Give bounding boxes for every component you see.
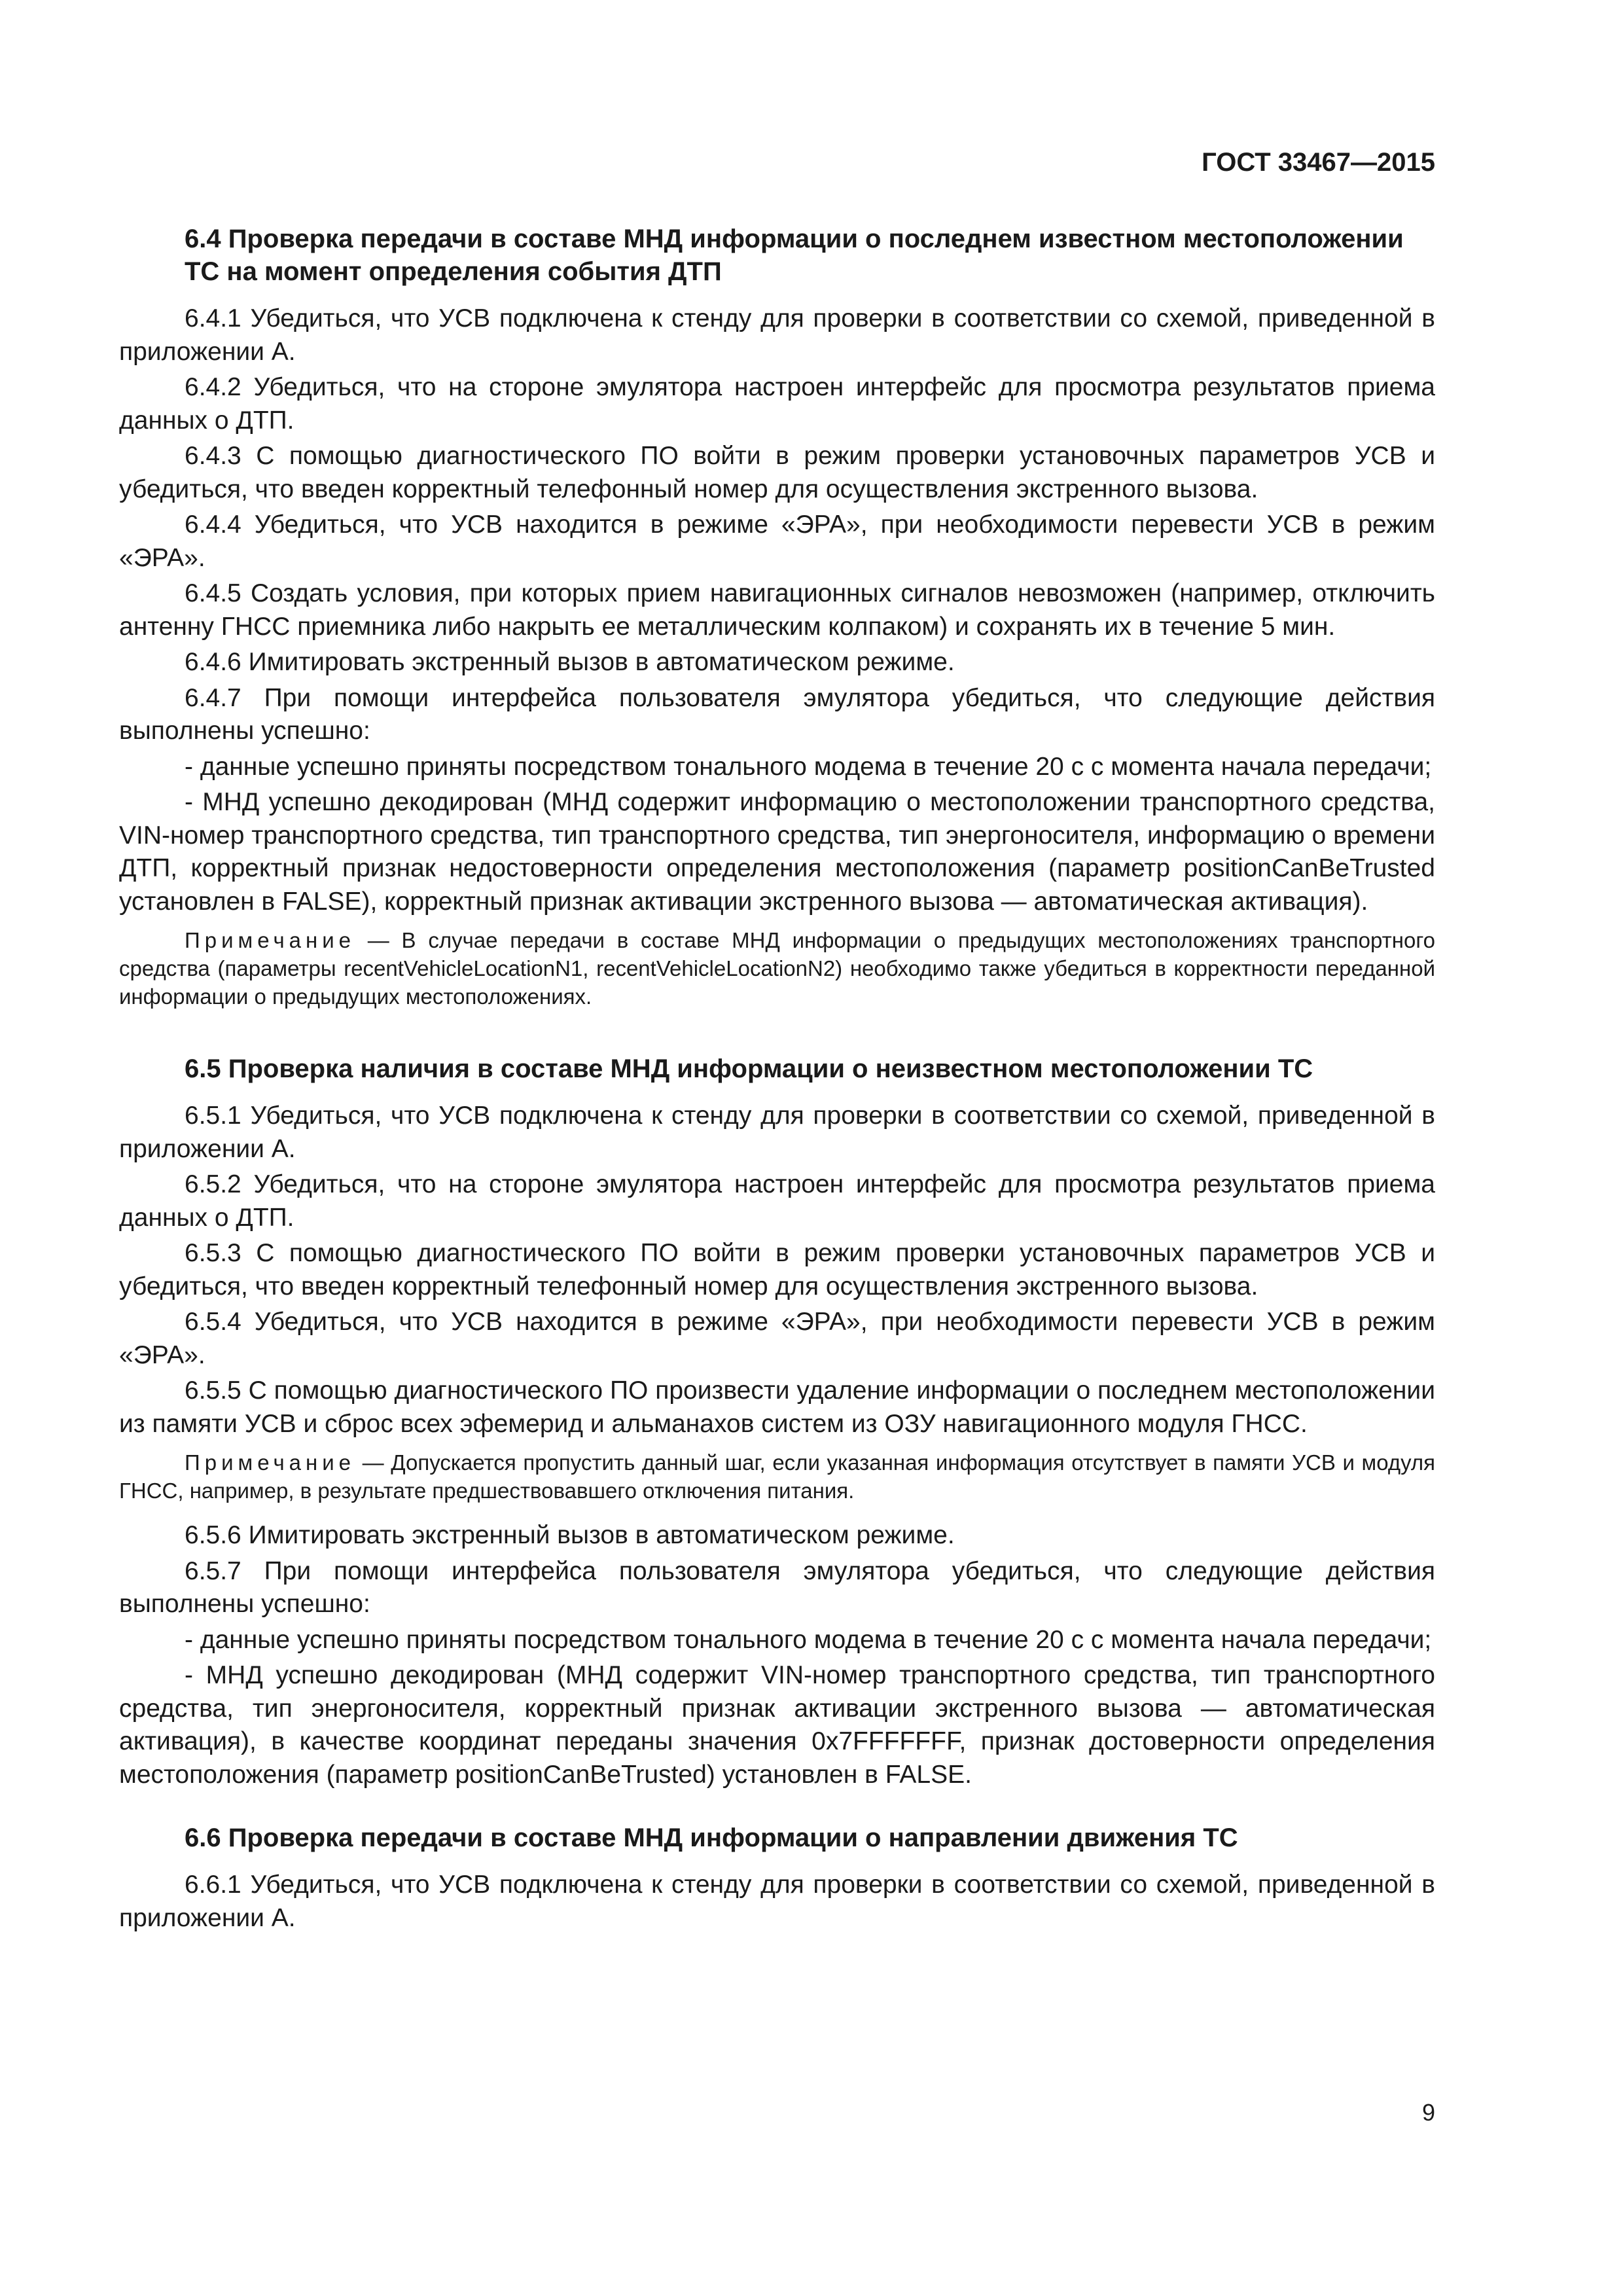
note	[119, 926, 1435, 1011]
section-heading: 6.6 Проверка передачи в составе МНД информации о направлении движения ТС	[185, 1823, 1238, 1852]
note-text: — В случае передачи в составе МНД информации о предыдущих местоположениях транспортного средства (параметры recentVehicleLocationN1, recentVehicleLocationN2) необходимо также убедиться в корректности переданной информации о предыдущих местоположениях.	[119, 928, 1435, 1009]
paragraph: 6.4.2 Убедиться, что на стороне эмулятора настроен интерфейс для просмотра результатов приема данных о ДТП.	[119, 373, 1435, 435]
note-label: Примечание	[185, 928, 356, 952]
paragraph: 6.4.5 Создать условия, при которых прием навигационных сигналов невозможен (например, отключить антенну ГНСС приемника либо накрыть ее металлическим колпаком) и сохранять их в течение 5 мин.	[119, 579, 1435, 641]
list-item: - МНД успешно декодирован (МНД содержит VIN-номер транспортного средства, тип транспортного средства, тип энергоносителя, корректный признак активации экстренного вызова — автоматическая активация), в качестве координат переданы значения 0x7FFFFFFF, признак достоверности определения местоположения (параметр positionCanBeTrusted) установлен в FALSE.	[119, 1661, 1435, 1789]
section-6-4	[119, 223, 1435, 1011]
section-heading: 6.4 Проверка передачи в составе МНД информации о последнем известном местоположении ТС на момент определения события ДТП	[185, 224, 1404, 286]
paragraph: 6.4.4 Убедиться, что УСВ находится в режиме «ЭРА», при необходимости перевести УСВ в режим «ЭРА».	[119, 511, 1435, 572]
paragraph: 6.4.3 С помощью диагностического ПО войти в режим проверки установочных параметров УСВ и убедиться, что введен корректный телефонный номер для осуществления экстренного вызова.	[119, 442, 1435, 503]
paragraph: 6.4.7 При помощи интерфейса пользователя эмулятора убедиться, что следующие действия выполнены успешно:	[119, 683, 1435, 745]
note-label: Примечание	[185, 1450, 356, 1475]
section-heading: 6.5 Проверка наличия в составе МНД информации о неизвестном местоположении ТС	[185, 1054, 1313, 1083]
list-item: - МНД успешно декодирован (МНД содержит информацию о местоположении транспортного средства, VIN-номер транспортного средства, тип транспортного средства, тип энергоносителя, информацию о времени ДТП, корректный признак недостоверности определения местоположения (параметр positionCanBeTrusted установлен в FALSE), корректный признак активации экстренного вызова — автоматическая активация).	[119, 788, 1435, 916]
paragraph: 6.5.6 Имитировать экстренный вызов в автоматическом режиме.	[185, 1521, 955, 1549]
section-6-5	[119, 1052, 1435, 1791]
paragraph: 6.5.5 С помощью диагностического ПО произвести удаление информации о последнем местоположении из памяти УСВ и сброс всех эфемерид и альманахов систем из ОЗУ навигационного модуля ГНСС.	[119, 1376, 1435, 1438]
paragraph: 6.5.4 Убедиться, что УСВ находится в режиме «ЭРА», при необходимости перевести УСВ в режим «ЭРА».	[119, 1308, 1435, 1369]
paragraph: 6.4.6 Имитировать экстренный вызов в автоматическом режиме.	[185, 648, 955, 676]
page-content	[119, 223, 1435, 1937]
paragraph: 6.5.3 С помощью диагностического ПО войти в режим проверки установочных параметров УСВ и убедиться, что введен корректный телефонный номер для осуществления экстренного вызова.	[119, 1239, 1435, 1300]
section-gap	[119, 1794, 1435, 1821]
paragraph: 6.5.1 Убедиться, что УСВ подключена к стенду для проверки в соответствии со схемой, приведенной в приложении А.	[119, 1102, 1435, 1163]
section-gap	[119, 1025, 1435, 1052]
paragraph: 6.4.1 Убедиться, что УСВ подключена к стенду для проверки в соответствии со схемой, приведенной в приложении А.	[119, 304, 1435, 366]
paragraph: 6.5.7 При помощи интерфейса пользователя эмулятора убедиться, что следующие действия выполнены успешно:	[119, 1556, 1435, 1618]
note	[119, 1448, 1435, 1505]
page-number: 9	[1421, 2099, 1435, 2126]
section-6-6	[119, 1821, 1435, 1935]
list-item: - данные успешно приняты посредством тонального модема в течение 20 с с момента начала передачи;	[185, 1625, 1432, 1654]
list-item: - данные успешно приняты посредством тонального модема в течение 20 с с момента начала передачи;	[185, 752, 1432, 781]
paragraph: 6.5.2 Убедиться, что на стороне эмулятора настроен интерфейс для просмотра результатов приема данных о ДТП.	[119, 1170, 1435, 1232]
paragraph: 6.6.1 Убедиться, что УСВ подключена к стенду для проверки в соответствии со схемой, приведенной в приложении А.	[119, 1871, 1435, 1932]
document-id: ГОСТ 33467—2015	[1202, 148, 1435, 177]
note-text: — Допускается пропустить данный шаг, если указанная информация отсутствует в памяти УСВ и модуля ГНСС, например, в результате предшествовавшего отключения питания.	[119, 1450, 1435, 1503]
